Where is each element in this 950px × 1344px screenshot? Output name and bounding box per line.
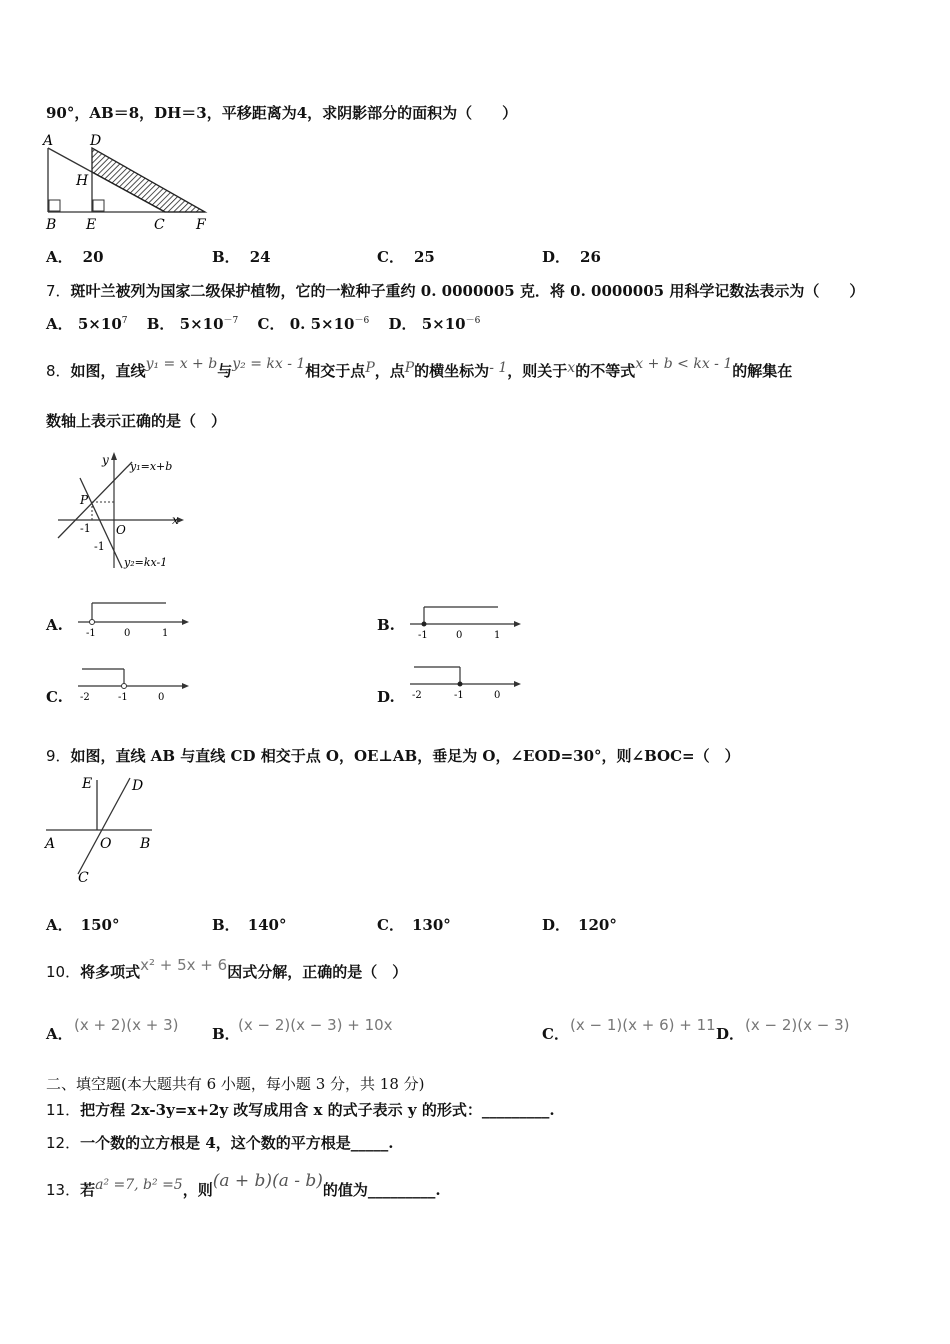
q8-text-line2: 数轴上表示正确的是（ ） [46,412,227,430]
q8-option-a-label[interactable]: A. [46,616,63,634]
svg-text:C: C [78,870,89,886]
svg-text:y₂=kx-1: y₂=kx-1 [124,556,168,569]
q7-text: 7．斑叶兰被列为国家二级保护植物，它的一粒种子重约 0. 0000005 克．将 0. 0000005 用科学记数法表示为（ ） [46,282,865,300]
q13-text: 13．若a² =7, b² =5，则(a + b)(a - b)的值为_________. [46,1171,441,1199]
svg-text:O: O [100,836,112,852]
q8-option-b-label[interactable]: B. [377,616,395,634]
svg-text:0: 0 [124,628,131,639]
label-F: F [196,217,206,233]
q7-option-a[interactable]: A． $5\times 10^7$ [46,315,128,333]
q6-option-c[interactable]: C． 25 [377,248,435,266]
q10-option-b-label[interactable]: B． [212,1025,240,1043]
shaded-region [92,148,205,212]
svg-text:B: B [140,836,151,852]
q8-option-a-numberline[interactable] [76,598,196,640]
label-E: E [86,217,97,233]
svg-text:0: 0 [158,692,165,703]
svg-text:A: A [45,836,56,852]
svg-text:-1: -1 [418,630,428,641]
svg-text:-2: -2 [412,690,422,701]
label-D: D [90,133,102,149]
svg-text:0: 0 [494,690,501,701]
label-C: C [154,217,165,233]
q7-option-c[interactable]: C． 0. $5\times 10^{-6}$ [257,315,370,333]
svg-text:x: x [172,513,179,527]
svg-text:O: O [116,523,126,537]
q9-text: 9．如图，直线 AB 与直线 CD 相交于点 O，OE⊥AB，垂足为 O，∠EOD=30°，则∠BOC=（ ） [46,747,740,765]
q11-text: 11．把方程 2x-3y=x+2y 改写成用含 x 的式子表示 y 的形式：_________. [46,1101,555,1119]
q6-option-a[interactable]: A． 20 [46,248,104,266]
q10-text: 10．将多项式x² + 5x + 6因式分解，正确的是（ ） [46,956,408,981]
q9-figure [40,770,165,888]
right-angle-B [49,200,60,211]
q12-text: 12．一个数的立方根是 4，这个数的平方根是_____. [46,1134,394,1152]
q8-figure [52,450,202,575]
q10-option-c-label[interactable]: C． [542,1025,569,1043]
q6-figure [40,130,220,235]
svg-text:-1: -1 [94,540,105,553]
svg-text:-2: -2 [80,692,90,703]
q10-option-a-value: (x + 2)(x + 3) [74,1016,179,1034]
svg-text:-1: -1 [86,628,96,639]
q10-option-d-label[interactable]: D． [716,1025,745,1043]
svg-text:-1: -1 [118,692,128,703]
q8-text: 8．如图，直线y₁ = x + b与y₂ = kx - 1相交于点P，点P的横坐标为- 1，则关于x的不等式x + b < kx - 1的解集在 [46,356,793,380]
label-H: H [76,173,89,189]
svg-text:E: E [82,776,93,792]
q8-option-b-numberline[interactable] [408,602,528,644]
svg-text:y₁=x+b: y₁=x+b [130,460,173,473]
label-B: B [46,217,57,233]
label-A: A [43,133,54,149]
q10-option-b-value: (x − 2)(x − 3) + 10x [238,1016,393,1034]
svg-text:1: 1 [162,628,169,639]
q6-option-d[interactable]: D． 26 [542,248,601,266]
q9-option-a[interactable]: A． 150° [46,916,120,934]
q10-option-a-label[interactable]: A． [46,1025,73,1043]
q9-option-d[interactable]: D． 120° [542,916,617,934]
q6-text: 90°，AB＝8，DH＝3，平移距离为4，求阴影部分的面积为（ ） [46,104,518,122]
q10-option-c-value: (x − 1)(x + 6) + 11 [570,1016,716,1034]
svg-text:P: P [80,493,89,507]
q6-option-b[interactable]: B． 24 [212,248,271,266]
q9-option-c[interactable]: C． 130° [377,916,451,934]
svg-text:1: 1 [494,630,501,641]
line-CD [78,778,130,874]
q9-option-b[interactable]: B． 140° [212,916,287,934]
q8-option-d-label[interactable]: D. [377,688,395,706]
q10-option-d-value: (x − 2)(x − 3) [745,1016,850,1034]
q8-option-d-numberline[interactable] [408,664,528,706]
svg-text:-1: -1 [80,522,91,535]
svg-text:D: D [132,778,144,794]
svg-text:-1: -1 [454,690,464,701]
q7-option-d[interactable]: D． $5\times 10^{-6}$ [388,315,481,333]
q7-options [46,313,480,334]
right-angle-E [93,200,104,211]
section2-title: 二、填空题(本大题共有 6 小题，每小题 3 分，共 18 分) [46,1075,425,1093]
svg-text:0: 0 [456,630,463,641]
q7-option-b[interactable]: B． $5\times 10^{-7}$ [146,315,239,333]
svg-text:y: y [102,453,109,467]
q8-option-c-numberline[interactable] [76,664,196,706]
q8-option-c-label[interactable]: C. [46,688,63,706]
